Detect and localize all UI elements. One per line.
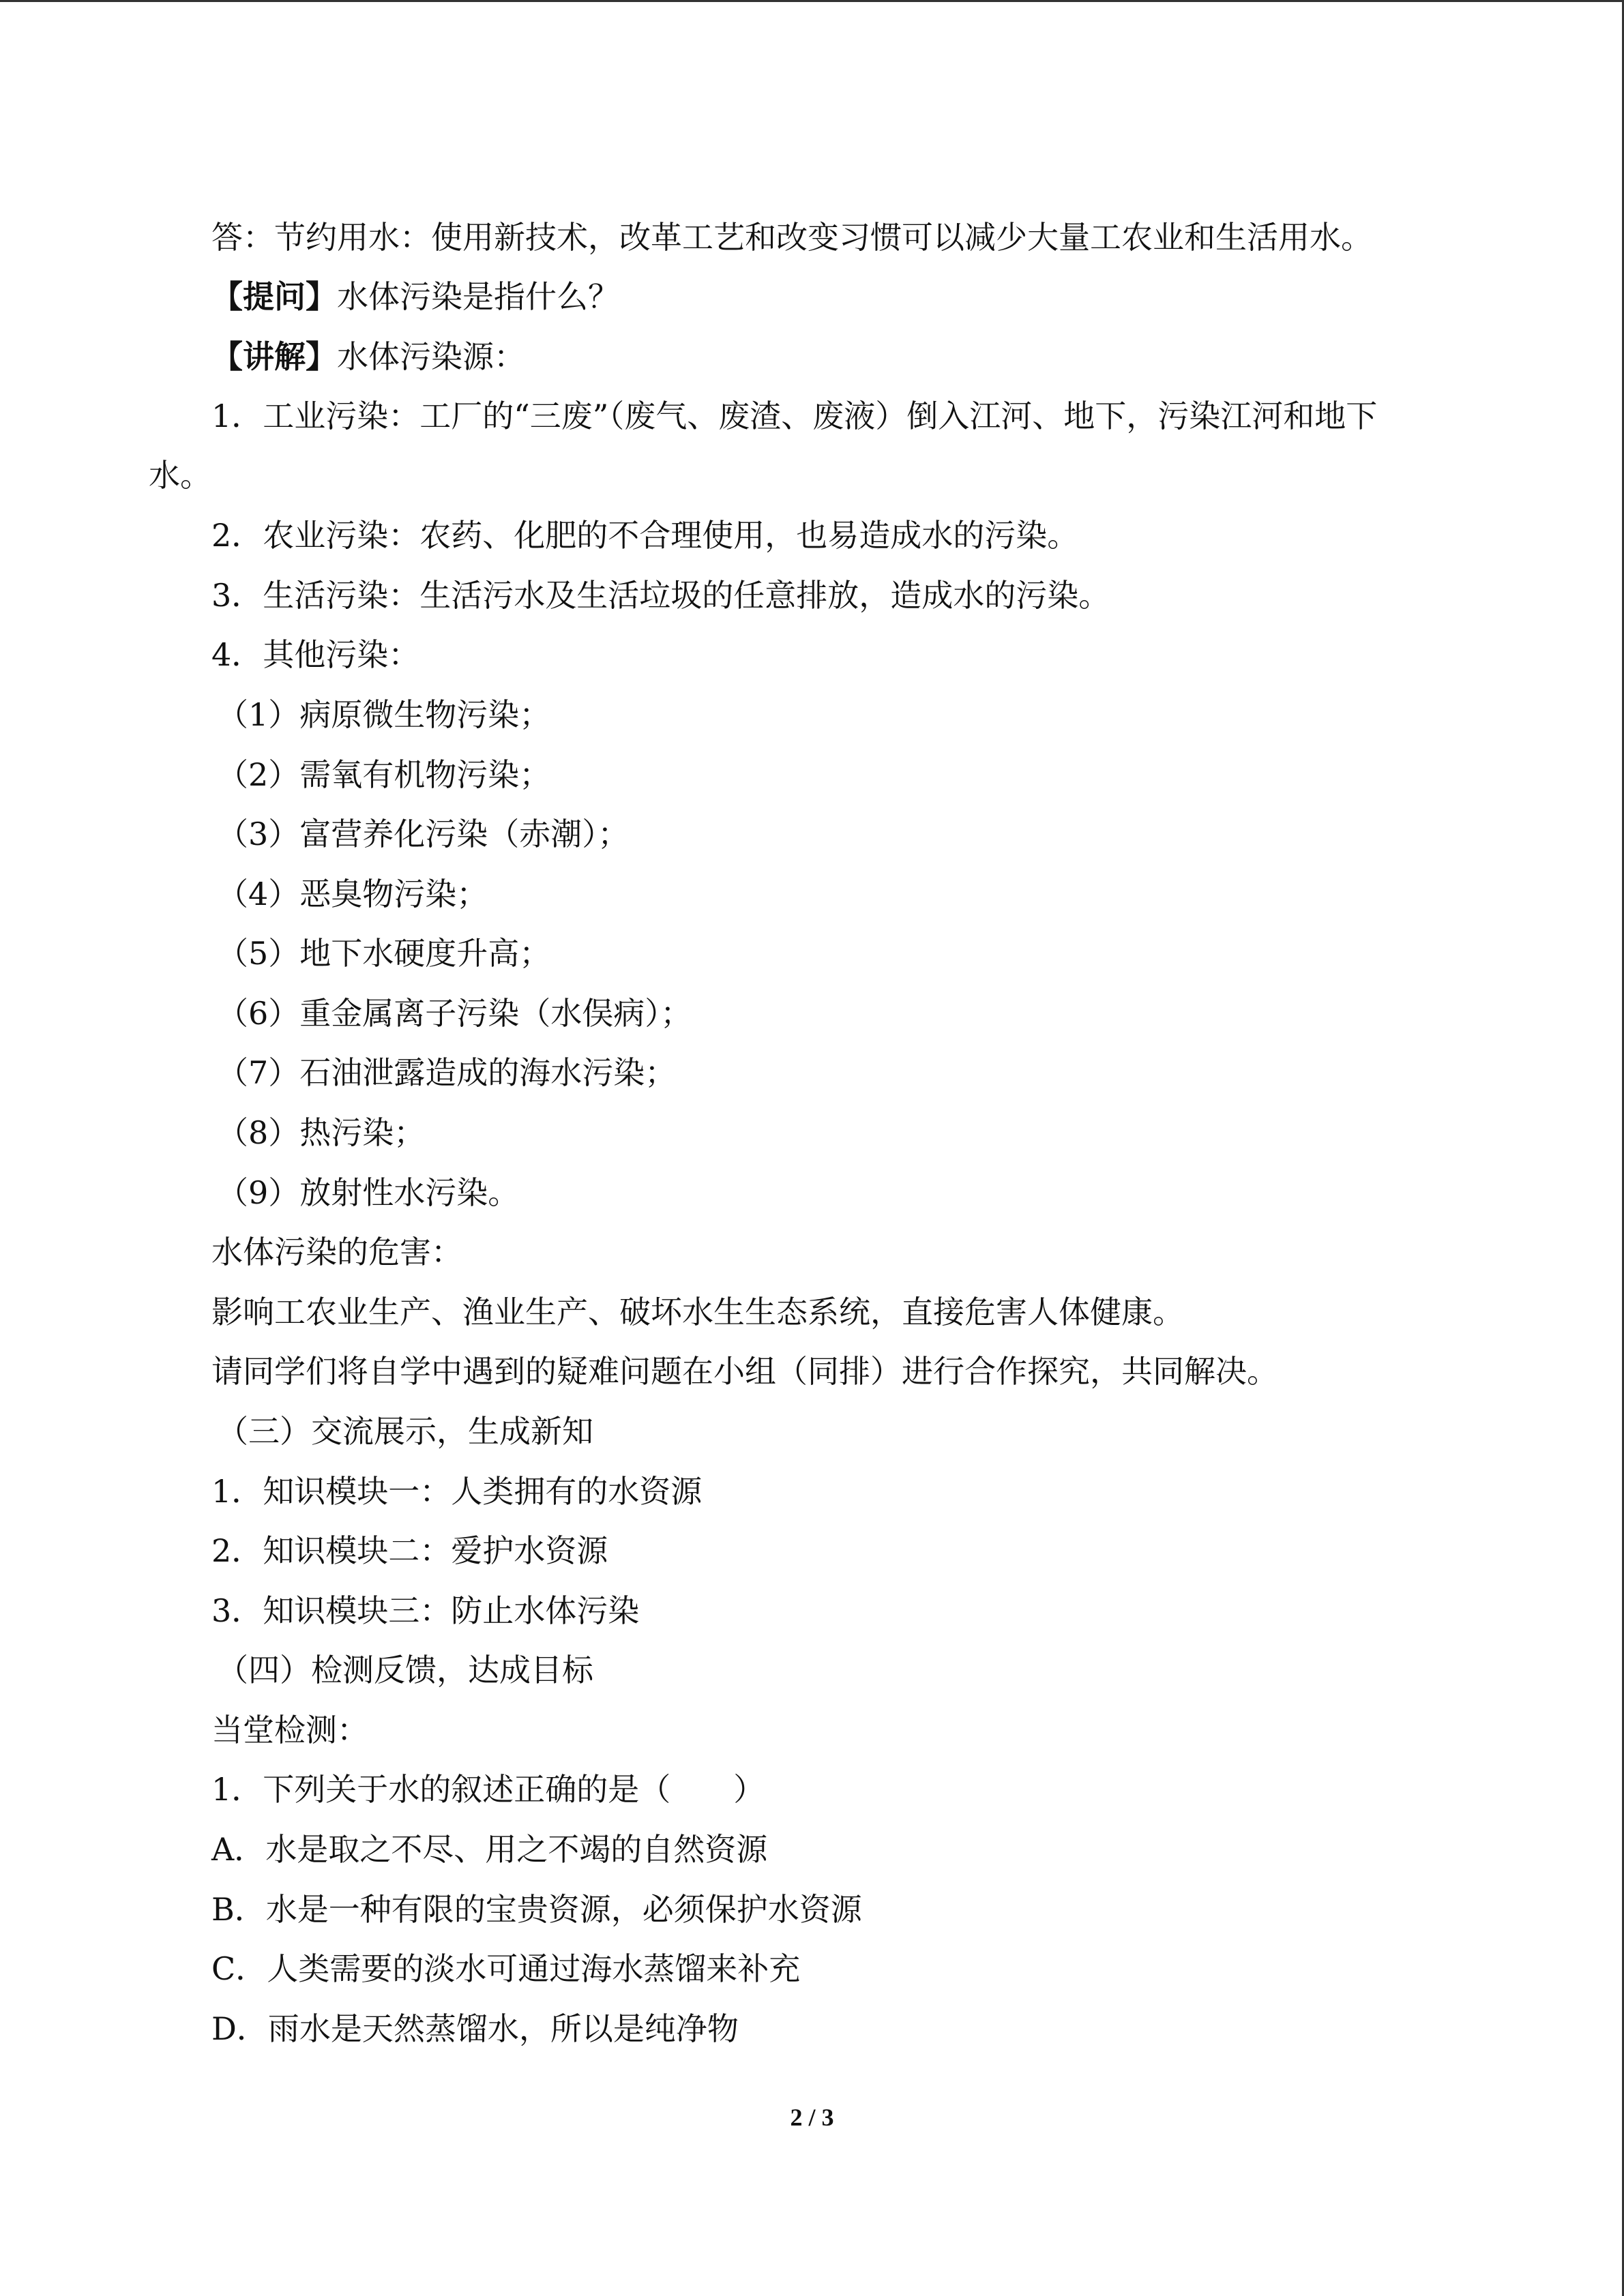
other-pollution-6: （6）重金属离子污染（水俣病）； bbox=[217, 995, 692, 1032]
explanation-tag: 【讲解】 bbox=[211, 338, 337, 375]
quiz-heading: 当堂检测： bbox=[211, 1712, 368, 1748]
quiz-option-b: B．水是一种有限的宝贵资源，必须保护水资源 bbox=[211, 1891, 862, 1928]
other-pollution-1: （1）病原微生物污染； bbox=[217, 696, 551, 733]
answer-line: 答：节约用水：使用新技术，改革工艺和改变习惯可以减少大量工农业和生活用水。 bbox=[211, 219, 1372, 256]
question-line: 【提问】水体污染是指什么？ bbox=[211, 278, 619, 315]
section-heading-4: （四）检测反馈，达成目标 bbox=[217, 1652, 593, 1688]
other-pollution-3: （3）富营养化污染（赤潮）； bbox=[217, 816, 630, 852]
pollution-item-2: 2．农业污染：农药、化肥的不合理使用，也易造成水的污染。 bbox=[211, 517, 1079, 554]
other-pollution-8: （8）热污染； bbox=[217, 1114, 426, 1151]
quiz-option-a: A．水是取之不尽、用之不竭的自然资源 bbox=[211, 1831, 768, 1868]
question-tag: 【提问】 bbox=[211, 278, 337, 315]
section-heading-3: （三）交流展示，生成新知 bbox=[217, 1413, 593, 1450]
quiz-option-d: D．雨水是天然蒸馏水，所以是纯净物 bbox=[211, 2010, 739, 2047]
other-pollution-4: （4）恶臭物污染； bbox=[217, 876, 488, 912]
knowledge-module-2: 2．知识模块二：爱护水资源 bbox=[211, 1532, 608, 1569]
other-pollution-2: （2）需氧有机物污染； bbox=[217, 756, 551, 793]
pollution-item-3: 3．生活污染：生活污水及生活垃圾的任意排放，造成水的污染。 bbox=[211, 577, 1110, 614]
knowledge-module-1: 1．知识模块一：人类拥有的水资源 bbox=[211, 1473, 703, 1510]
knowledge-module-3: 3．知识模块三：防止水体污染 bbox=[211, 1592, 640, 1629]
harm-text: 影响工农业生产、渔业生产、破坏水生生态系统，直接危害人体健康。 bbox=[211, 1294, 1184, 1330]
other-pollution-5: （5）地下水硬度升高； bbox=[217, 935, 551, 972]
explanation-line: 【讲解】水体污染源： bbox=[211, 338, 525, 375]
other-pollution-9: （9）放射性水污染。 bbox=[217, 1174, 520, 1211]
quiz-option-c: C．人类需要的淡水可通过海水蒸馏来补充 bbox=[211, 1950, 801, 1987]
quiz-question-1: 1．下列关于水的叙述正确的是（ ） bbox=[211, 1771, 765, 1808]
pollution-item-4: 4．其他污染： bbox=[211, 636, 420, 673]
page-number: 2 / 3 bbox=[790, 2104, 834, 2131]
other-pollution-7: （7）石油泄露造成的海水污染； bbox=[217, 1054, 677, 1091]
harm-heading: 水体污染的危害： bbox=[211, 1234, 462, 1270]
group-discussion-text: 请同学们将自学中遇到的疑难问题在小组（同排）进行合作探究，共同解决。 bbox=[211, 1353, 1278, 1390]
pollution-item-1-continued: 水。 bbox=[149, 457, 211, 494]
pollution-item-1: 1．工业污染：工厂的“三废”（废气、废渣、废液）倒入江河、地下，污染江河和地下 bbox=[211, 398, 1378, 434]
